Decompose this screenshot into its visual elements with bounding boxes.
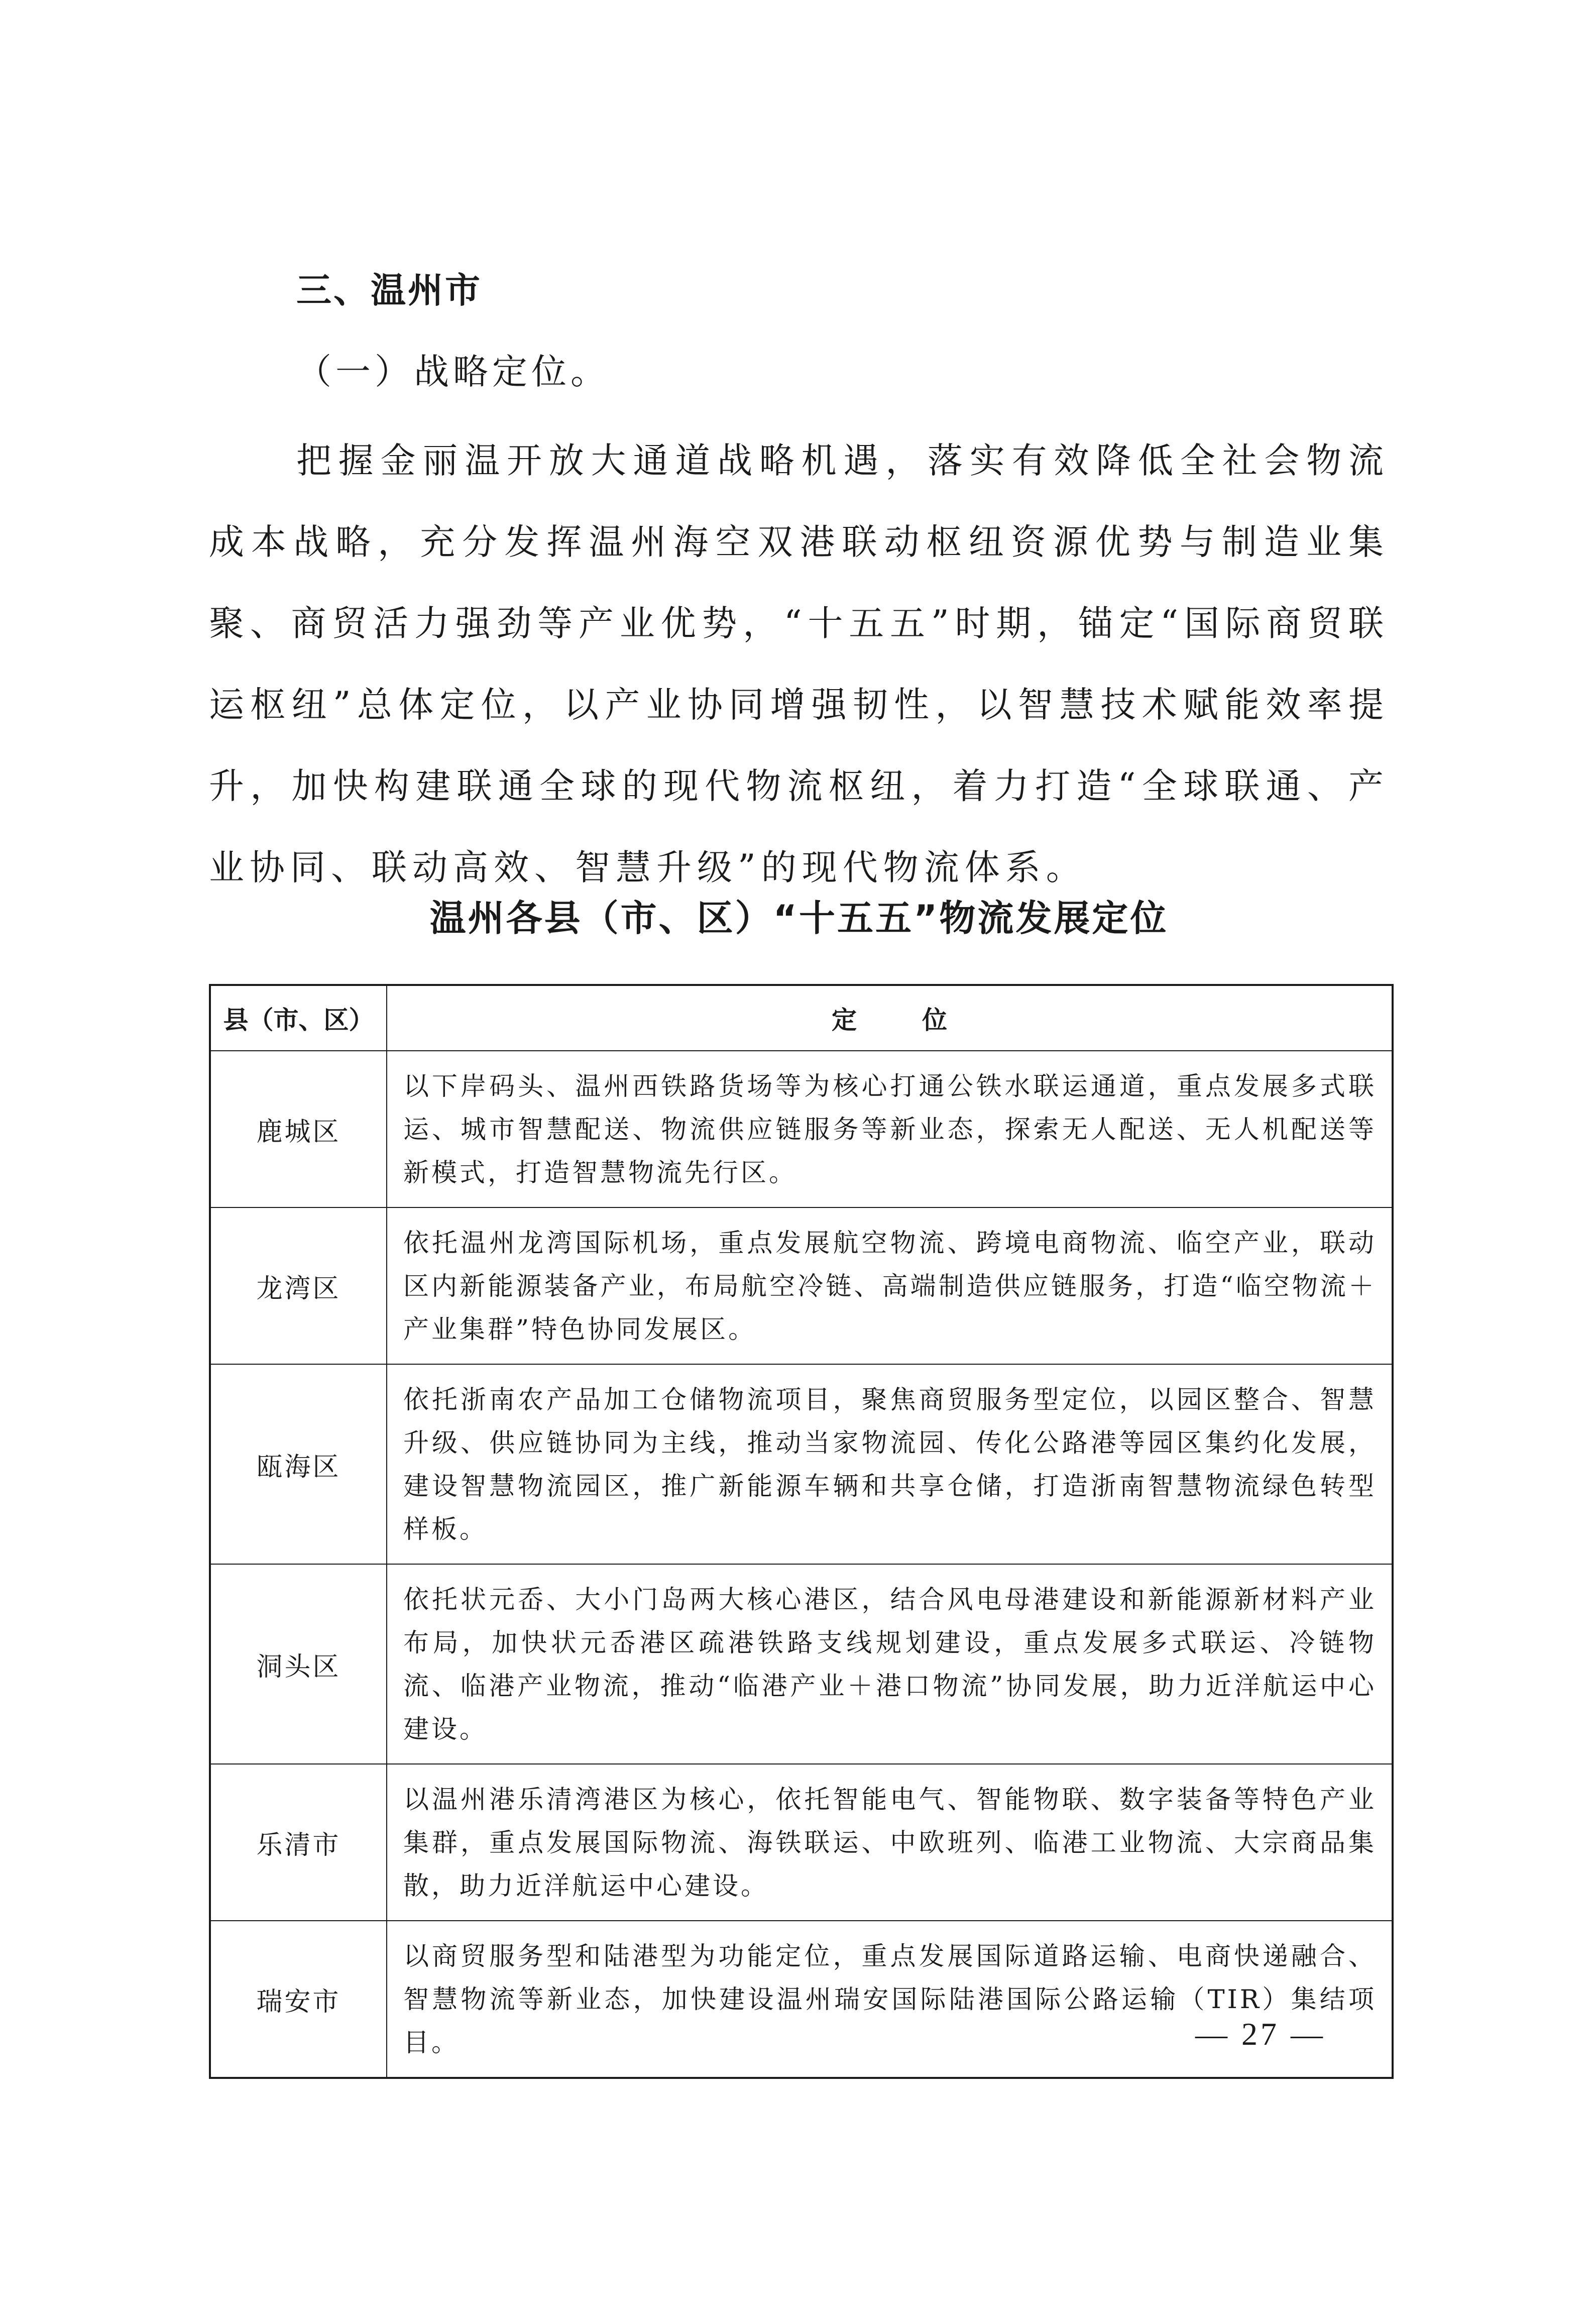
position-cell: 依托浙南农产品加工仓储物流项目，聚焦商贸服务型定位，以园区整合、智慧升级、供应链协同为主线，推动当家物流园、传化公路港等园区集约化发展，建设智慧物流园区，推广新能源车辆和共享仓储，打造浙南智慧物流绿色转型样板。: [387, 1364, 1393, 1564]
table-header-row: [210, 985, 1393, 1051]
subsection-heading: （一）战略定位。: [296, 351, 610, 392]
header-position: [387, 985, 1393, 1051]
table-row: [210, 1921, 1393, 2078]
table-row: [210, 1051, 1393, 1207]
position-cell: 以温州港乐清湾港区为核心，依托智能电气、智能物联、数字装备等特色产业集群，重点发展国际物流、海铁联运、中欧班列、临港工业物流、大宗商品集散，助力近洋航运中心建设。: [387, 1764, 1393, 1921]
county-cell: 乐清市: [210, 1764, 387, 1921]
county-cell: 瓯海区: [210, 1364, 387, 1564]
header-county: [210, 985, 387, 1051]
county-cell: 龙湾区: [210, 1207, 387, 1364]
table-title: 温州各县（市、区）“十五五”物流发展定位: [429, 897, 1169, 939]
position-cell: 依托温州龙湾国际机场，重点发展航空物流、跨境电商物流、临空产业，联动区内新能源装备产业，布局航空冷链、高端制造供应链服务，打造“临空物流＋产业集群”特色协同发展区。: [387, 1207, 1393, 1364]
body-paragraph: 把握金丽温开放大通道战略机遇，落实有效降低全社会物流成本战略，充分发挥温州海空双港联动枢纽资源优势与制造业集聚、商贸活力强劲等产业优势，“十五五”时期，锚定“国际商贸联运枢纽”总体定位，以产业协同增强韧性，以智慧技术赋能效率提升，加快构建联通全球的现代物流枢纽，着力打造“全球联通、产业协同、联动高效、智慧升级”的现代物流体系。: [209, 440, 1389, 888]
page-number: — 27 —: [1195, 2016, 1326, 2052]
section-heading: 三、温州市: [296, 270, 482, 311]
county-cell: 瑞安市: [210, 1921, 387, 2078]
table-row: [210, 1207, 1393, 1364]
table-row: [210, 1364, 1393, 1564]
logistics-position-table: [209, 984, 1394, 2079]
header-position-label: 定位: [832, 1006, 1012, 1035]
county-cell: 洞头区: [210, 1564, 387, 1764]
county-cell: 鹿城区: [210, 1051, 387, 1207]
position-cell: 依托状元岙、大小门岛两大核心港区，结合风电母港建设和新能源新材料产业布局，加快状元岙港区疏港铁路支线规划建设，重点发展多式联运、冷链物流、临港产业物流，推动“临港产业＋港口物流”协同发展，助力近洋航运中心建设。: [387, 1564, 1393, 1764]
table-row: [210, 1764, 1393, 1921]
table-row: [210, 1564, 1393, 1764]
position-cell: 以下岸码头、温州西铁路货场等为核心打通公铁水联运通道，重点发展多式联运、城市智慧配送、物流供应链服务等新业态，探索无人配送、无人机配送等新模式，打造智慧物流先行区。: [387, 1051, 1393, 1207]
position-cell: 以商贸服务型和陆港型为功能定位，重点发展国际道路运输、电商快递融合、智慧物流等新业态，加快建设温州瑞安国际陆港国际公路运输（TIR）集结项目。: [387, 1921, 1393, 2078]
header-county-label: 县（市、区）: [223, 1006, 374, 1035]
